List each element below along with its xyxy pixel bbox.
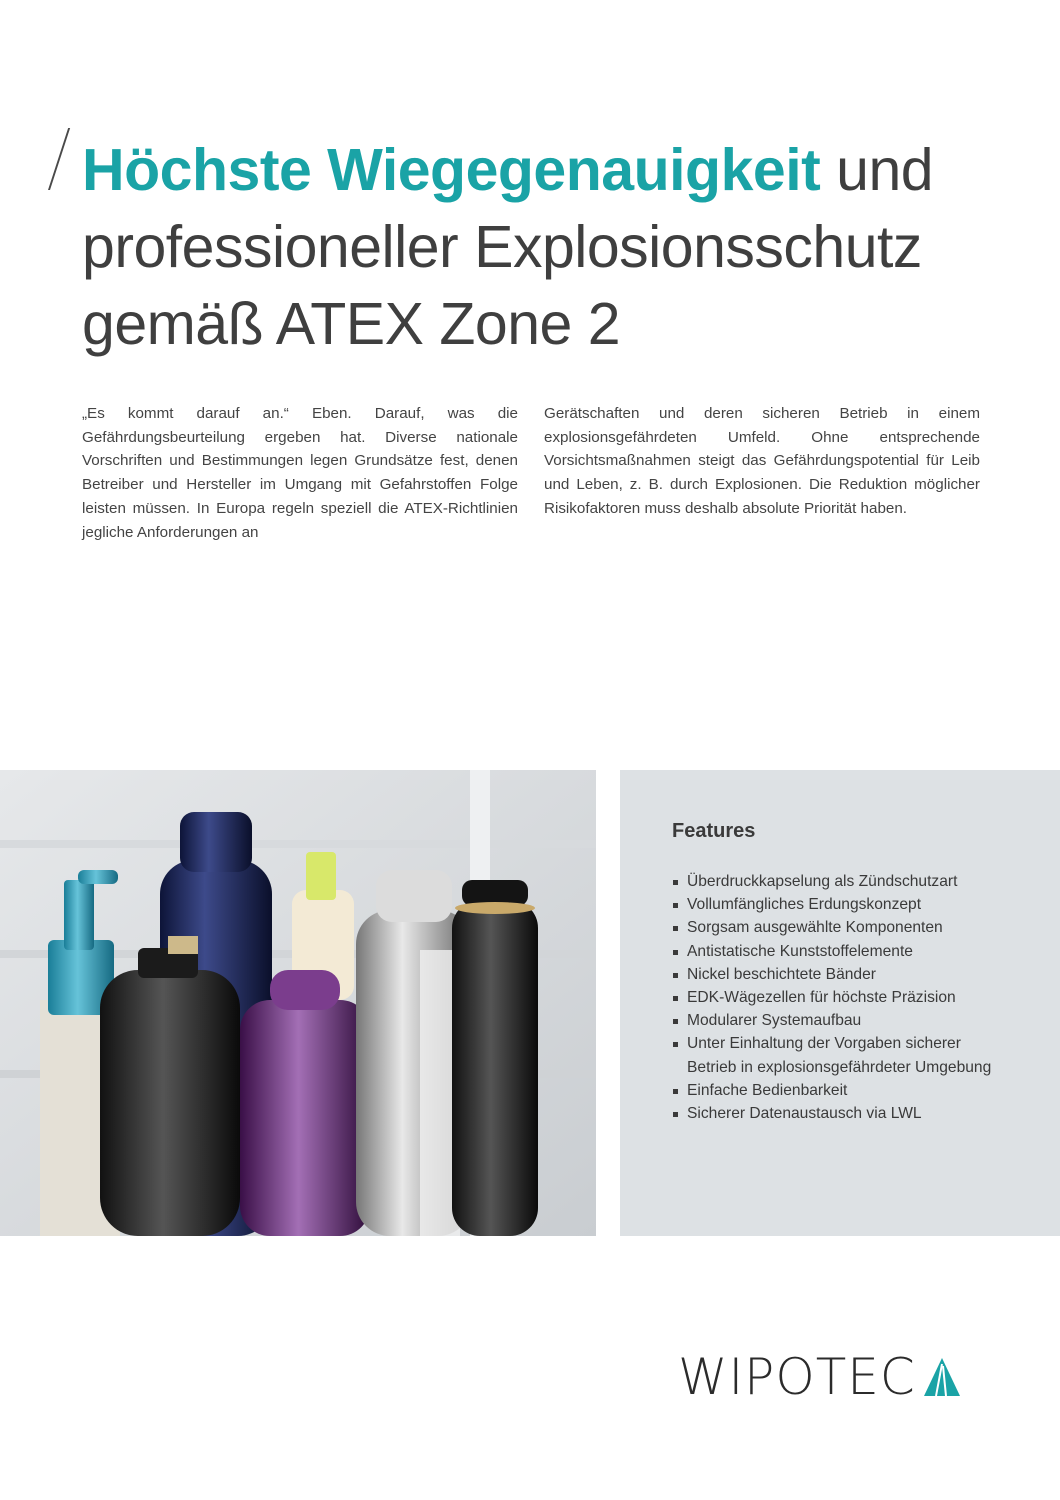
title-line2: professioneller Explosionsschutz	[82, 214, 922, 280]
list-item: Sorgsam ausgewählte Komponenten	[672, 916, 992, 939]
list-item: Modularer Systemaufbau	[672, 1009, 992, 1032]
list-item: Vollumfängliches Erdungskonzept	[672, 893, 992, 916]
features-panel	[620, 770, 1060, 1236]
logo-wordmark: WIPOTEC	[678, 1348, 916, 1406]
list-item: Überdruckkapselung als Zündschutzart	[672, 870, 992, 893]
spray-cans-photo	[0, 770, 596, 1236]
logo-triangle-icon	[924, 1358, 960, 1396]
features-list	[672, 870, 992, 1125]
wipotec-logo	[678, 1348, 988, 1406]
list-item: Unter Einhaltung der Vorgaben sicherer Betrieb in explosionsgefährdeter Umgebung	[672, 1032, 992, 1078]
title-accent: Höchste Wiegegenauigkeit	[82, 137, 821, 203]
headline-slash	[48, 128, 70, 190]
list-item: Nickel beschichtete Bänder	[672, 963, 992, 986]
list-item: Einfache Bedienbarkeit	[672, 1079, 992, 1102]
features-title: Features	[672, 820, 756, 842]
list-item: EDK-Wägezellen für höchste Präzision	[672, 986, 992, 1009]
intro-column-left: „Es kommt darauf an.“ Eben. Darauf, was die Gefährdungsbeurteilung ergeben hat. Diverse nationale Vorschriften und Bestimmungen legen Grundsätze fest, denen Betreiber und Hersteller im Umgang mit Gefahrstoffen Folge leisten müssen. In Europa regeln speziell die ATEX-Richtlinien jegliche Anforderungen an	[82, 405, 518, 541]
list-item: Sicherer Datenaustausch via LWL	[672, 1102, 992, 1125]
title-line1-rest: und	[820, 137, 934, 203]
page-title	[82, 132, 1012, 363]
title-line3: gemäß ATEX Zone 2	[82, 291, 621, 357]
intro-column-right: Gerätschaften und deren sicheren Betrieb in einem explosionsgefährdeten Umfeld. Ohne entsprechende Vorsichtsmaßnahmen steigt das Gefährdungspotential für Leib und Leben, z. B. durch Explosionen. Die Reduktion möglicher Risikofaktoren muss deshalb absolute Priorität haben.	[544, 405, 980, 517]
list-item: Antistatische Kunststoffelemente	[672, 940, 992, 963]
